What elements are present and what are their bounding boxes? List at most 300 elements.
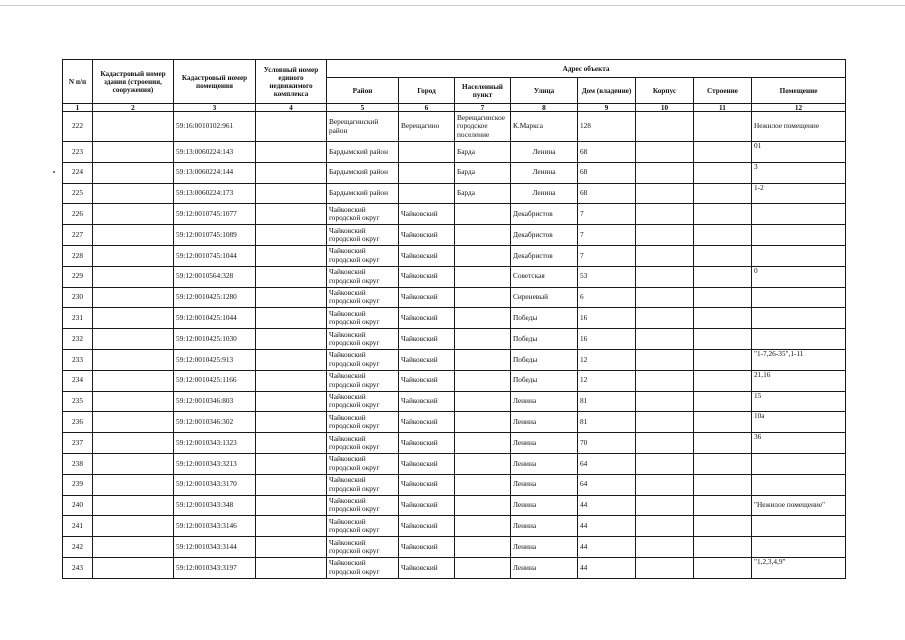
- cell-row-number: 243: [63, 557, 93, 578]
- cell-district: Чайковский городской округ: [327, 537, 399, 558]
- cell-cadastral-building: [93, 474, 174, 495]
- cell-street: Ленина: [511, 162, 578, 183]
- cell-district: Чайковский городской округ: [327, 204, 399, 225]
- cell-street: Сиреневый: [511, 287, 578, 308]
- cell-house: 7: [578, 204, 636, 225]
- cell-street: Ленина: [511, 142, 578, 163]
- table-row: [63, 370, 846, 391]
- cell-cadastral-building: [93, 412, 174, 433]
- cell-house: 44: [578, 557, 636, 578]
- cell-street: Победы: [511, 308, 578, 329]
- cell-cadastral-building: [93, 183, 174, 204]
- cell-cadastral-building: [93, 266, 174, 287]
- cell-row-number: 241: [63, 516, 93, 537]
- cell-room: Нежилое помещение: [752, 112, 846, 142]
- cell-city: Чайковский: [399, 204, 455, 225]
- cell-street: Ленина: [511, 557, 578, 578]
- column-number: 3: [174, 104, 256, 112]
- cell-building: [694, 453, 752, 474]
- cell-city: Чайковский: [399, 287, 455, 308]
- cell-city: Чайковский: [399, 474, 455, 495]
- column-number: 1: [63, 104, 93, 112]
- cell-room: "1,2,3,4,9": [752, 557, 846, 578]
- table-row: [63, 329, 846, 350]
- cell-korpus: [636, 287, 694, 308]
- cell-district: Верещагинский район: [327, 112, 399, 142]
- cell-korpus: [636, 245, 694, 266]
- cell-cadastral-room: 59:12:0010745:1044: [174, 245, 256, 266]
- cell-cadastral-room: 59:12:0010346:803: [174, 391, 256, 412]
- cell-conditional-number: [256, 370, 327, 391]
- cell-korpus: [636, 204, 694, 225]
- cell-korpus: [636, 474, 694, 495]
- cell-district: Чайковский городской округ: [327, 349, 399, 370]
- table-row: [63, 474, 846, 495]
- cell-korpus: [636, 516, 694, 537]
- cell-conditional-number: [256, 162, 327, 183]
- cell-cadastral-building: [93, 433, 174, 454]
- header-street: Улица: [511, 78, 578, 104]
- cell-building: [694, 474, 752, 495]
- table-row: [63, 245, 846, 266]
- cell-settlement: [455, 266, 511, 287]
- cell-room: 0: [752, 266, 846, 287]
- cell-row-number: 222: [63, 112, 93, 142]
- cell-room: [752, 453, 846, 474]
- cell-korpus: [636, 412, 694, 433]
- cell-room: [752, 225, 846, 246]
- cell-street: Победы: [511, 349, 578, 370]
- cell-building: [694, 183, 752, 204]
- cell-row-number: 242: [63, 537, 93, 558]
- cell-city: Чайковский: [399, 412, 455, 433]
- cell-cadastral-room: 59:12:0010745:1089: [174, 225, 256, 246]
- cell-cadastral-room: 59:12:0010564:328: [174, 266, 256, 287]
- table-row: [63, 204, 846, 225]
- cell-district: Чайковский городской округ: [327, 557, 399, 578]
- cell-settlement: [455, 516, 511, 537]
- cell-row-number: 240: [63, 495, 93, 516]
- cell-district: Бардымский район: [327, 183, 399, 204]
- cell-city: Чайковский: [399, 349, 455, 370]
- cell-cadastral-room: 59:12:0010343:348: [174, 495, 256, 516]
- header-cad-room: Кадастровый номер помещения: [174, 60, 256, 104]
- cell-street: Ленина: [511, 453, 578, 474]
- cell-cadastral-room: 59:16:0010102:961: [174, 112, 256, 142]
- cell-cadastral-room: 59:12:0010425:1044: [174, 308, 256, 329]
- header-room: Помещение: [752, 78, 846, 104]
- cell-conditional-number: [256, 204, 327, 225]
- cell-district: Чайковский городской округ: [327, 474, 399, 495]
- cell-cadastral-room: 59:12:0010346:302: [174, 412, 256, 433]
- cell-settlement: Верещагинское городское поселение: [455, 112, 511, 142]
- cell-house: 7: [578, 245, 636, 266]
- cell-row-number: 232: [63, 329, 93, 350]
- cell-street: Декабристов: [511, 225, 578, 246]
- cell-korpus: [636, 537, 694, 558]
- table-body: [63, 112, 846, 579]
- cell-district: Чайковский городской округ: [327, 308, 399, 329]
- cell-room: 1-2: [752, 183, 846, 204]
- property-register-table: [62, 59, 846, 579]
- cell-cadastral-room: 59:13:0060224:173: [174, 183, 256, 204]
- cell-settlement: [455, 308, 511, 329]
- cell-room: [752, 204, 846, 225]
- column-number: 12: [752, 104, 846, 112]
- cell-room: [752, 537, 846, 558]
- cell-cadastral-room: 59:12:0010425:1280: [174, 287, 256, 308]
- cell-row-number: 225: [63, 183, 93, 204]
- cell-house: 44: [578, 516, 636, 537]
- cell-city: Чайковский: [399, 370, 455, 391]
- cell-building: [694, 391, 752, 412]
- cell-cadastral-building: [93, 557, 174, 578]
- table-row: [63, 287, 846, 308]
- cell-conditional-number: [256, 537, 327, 558]
- cell-cadastral-room: 59:12:0010343:3213: [174, 453, 256, 474]
- cell-room: 3: [752, 162, 846, 183]
- cell-district: Чайковский городской округ: [327, 391, 399, 412]
- cell-building: [694, 225, 752, 246]
- table-row: [63, 557, 846, 578]
- cell-korpus: [636, 112, 694, 142]
- cell-settlement: [455, 370, 511, 391]
- cell-building: [694, 142, 752, 163]
- cell-row-number: 238: [63, 453, 93, 474]
- cell-house: 16: [578, 329, 636, 350]
- cell-row-number: 230: [63, 287, 93, 308]
- cell-settlement: Барда: [455, 162, 511, 183]
- cell-korpus: [636, 349, 694, 370]
- cell-street: Ленина: [511, 516, 578, 537]
- cell-row-number: 239: [63, 474, 93, 495]
- cell-city: Чайковский: [399, 557, 455, 578]
- cell-city: Чайковский: [399, 453, 455, 474]
- cell-building: [694, 433, 752, 454]
- cell-building: [694, 516, 752, 537]
- cell-settlement: [455, 245, 511, 266]
- cell-cadastral-room: 59:12:0010425:913: [174, 349, 256, 370]
- cell-korpus: [636, 453, 694, 474]
- table-row: [63, 225, 846, 246]
- cell-row-number: 234: [63, 370, 93, 391]
- header-address: Адрес объекта: [327, 60, 846, 78]
- cell-row-number: 228: [63, 245, 93, 266]
- table-row: [63, 453, 846, 474]
- cell-conditional-number: [256, 308, 327, 329]
- cell-street: Ленина: [511, 474, 578, 495]
- cell-korpus: [636, 142, 694, 163]
- cell-cadastral-building: [93, 204, 174, 225]
- table-row: [63, 349, 846, 370]
- cell-district: Чайковский городской округ: [327, 433, 399, 454]
- cell-house: 64: [578, 453, 636, 474]
- cell-conditional-number: [256, 453, 327, 474]
- cell-cadastral-building: [93, 225, 174, 246]
- cell-street: К.Маркса: [511, 112, 578, 142]
- cell-street: Победы: [511, 329, 578, 350]
- column-number-row: [63, 104, 846, 112]
- cell-house: 12: [578, 370, 636, 391]
- cell-room: [752, 308, 846, 329]
- column-number: 11: [694, 104, 752, 112]
- header-district: Район: [327, 78, 399, 104]
- cell-city: [399, 162, 455, 183]
- cell-room: [752, 516, 846, 537]
- cell-row-number: 235: [63, 391, 93, 412]
- cell-room: 15: [752, 391, 846, 412]
- cell-street: Ленина: [511, 412, 578, 433]
- cell-house: 44: [578, 495, 636, 516]
- cell-district: Чайковский городской округ: [327, 516, 399, 537]
- cell-row-number: 231: [63, 308, 93, 329]
- cell-building: [694, 537, 752, 558]
- cell-room: 21,16: [752, 370, 846, 391]
- cell-city: Чайковский: [399, 516, 455, 537]
- cell-house: 64: [578, 474, 636, 495]
- cell-city: Чайковский: [399, 537, 455, 558]
- cell-street: Ленина: [511, 537, 578, 558]
- cell-district: Чайковский городской округ: [327, 287, 399, 308]
- column-number: 4: [256, 104, 327, 112]
- cell-district: Чайковский городской округ: [327, 245, 399, 266]
- cell-house: 81: [578, 412, 636, 433]
- cell-street: Советская: [511, 266, 578, 287]
- cell-conditional-number: [256, 112, 327, 142]
- cell-city: Верещагино: [399, 112, 455, 142]
- header-city: Город: [399, 78, 455, 104]
- cell-conditional-number: [256, 349, 327, 370]
- table-row: [63, 495, 846, 516]
- cell-settlement: [455, 453, 511, 474]
- cell-korpus: [636, 557, 694, 578]
- table-row: [63, 433, 846, 454]
- cell-district: Чайковский городской округ: [327, 329, 399, 350]
- cell-district: Бардымский район: [327, 142, 399, 163]
- cell-street: Декабристов: [511, 245, 578, 266]
- cell-conditional-number: [256, 557, 327, 578]
- cell-building: [694, 287, 752, 308]
- page-top-line: [0, 5, 905, 6]
- cell-conditional-number: [256, 225, 327, 246]
- cell-settlement: [455, 287, 511, 308]
- cell-row-number: 223: [63, 142, 93, 163]
- cell-cadastral-building: [93, 162, 174, 183]
- cell-row-number: 236: [63, 412, 93, 433]
- column-number: 9: [578, 104, 636, 112]
- cell-street: Ленина: [511, 183, 578, 204]
- cell-house: 70: [578, 433, 636, 454]
- cell-city: Чайковский: [399, 495, 455, 516]
- cell-cadastral-room: 59:12:0010343:3146: [174, 516, 256, 537]
- cell-room: [752, 245, 846, 266]
- cell-building: [694, 495, 752, 516]
- cell-cadastral-building: [93, 308, 174, 329]
- cell-room: [752, 474, 846, 495]
- cell-korpus: [636, 391, 694, 412]
- cell-room: "1-7,26-35",1-11: [752, 349, 846, 370]
- cell-cadastral-building: [93, 142, 174, 163]
- cell-district: Чайковский городской округ: [327, 266, 399, 287]
- cell-cadastral-room: 59:12:0010343:3197: [174, 557, 256, 578]
- cell-cadastral-building: [93, 287, 174, 308]
- cell-settlement: [455, 391, 511, 412]
- cell-cadastral-room: 59:12:0010425:1166: [174, 370, 256, 391]
- cell-settlement: [455, 474, 511, 495]
- cell-building: [694, 329, 752, 350]
- cell-room: 01: [752, 142, 846, 163]
- cell-street: Ленина: [511, 495, 578, 516]
- cell-conditional-number: [256, 433, 327, 454]
- cell-conditional-number: [256, 142, 327, 163]
- cell-district: Бардымский район: [327, 162, 399, 183]
- cell-room: "Нежилое помещение": [752, 495, 846, 516]
- cell-building: [694, 245, 752, 266]
- cell-settlement: [455, 349, 511, 370]
- cell-building: [694, 557, 752, 578]
- cell-building: [694, 266, 752, 287]
- cell-korpus: [636, 183, 694, 204]
- cell-building: [694, 162, 752, 183]
- cell-room: [752, 287, 846, 308]
- cell-conditional-number: [256, 245, 327, 266]
- cell-row-number: 226: [63, 204, 93, 225]
- cell-settlement: [455, 495, 511, 516]
- cell-district: Чайковский городской округ: [327, 495, 399, 516]
- cell-city: [399, 142, 455, 163]
- cell-cadastral-building: [93, 349, 174, 370]
- column-number: 7: [455, 104, 511, 112]
- cell-house: 16: [578, 308, 636, 329]
- cell-settlement: [455, 225, 511, 246]
- cell-cadastral-building: [93, 391, 174, 412]
- cell-cadastral-building: [93, 370, 174, 391]
- cell-room: [752, 329, 846, 350]
- cell-settlement: Барда: [455, 142, 511, 163]
- cell-building: [694, 204, 752, 225]
- header-korpus: Корпус: [636, 78, 694, 104]
- table-row: [63, 162, 846, 183]
- cell-cadastral-room: 59:12:0010745:1077: [174, 204, 256, 225]
- header-n: N п/п: [63, 60, 93, 104]
- cell-house: 53: [578, 266, 636, 287]
- table-row: [63, 308, 846, 329]
- cell-cadastral-room: 59:12:0010343:3144: [174, 537, 256, 558]
- cell-building: [694, 349, 752, 370]
- cell-cadastral-building: [93, 453, 174, 474]
- column-number: 2: [93, 104, 174, 112]
- table-row: [63, 266, 846, 287]
- table-row: [63, 391, 846, 412]
- cell-house: 7: [578, 225, 636, 246]
- cell-cadastral-building: [93, 495, 174, 516]
- cell-korpus: [636, 433, 694, 454]
- header-cad-building: Кадастровый номер здания (строения, сооружения): [93, 60, 174, 104]
- cell-district: Чайковский городской округ: [327, 453, 399, 474]
- cell-korpus: [636, 266, 694, 287]
- header-settlement: Населенный пункт: [455, 78, 511, 104]
- cell-building: [694, 370, 752, 391]
- table-row: [63, 516, 846, 537]
- table-row: [63, 412, 846, 433]
- cell-settlement: [455, 204, 511, 225]
- cell-korpus: [636, 329, 694, 350]
- cell-house: 81: [578, 391, 636, 412]
- cell-cadastral-building: [93, 245, 174, 266]
- cell-korpus: [636, 308, 694, 329]
- cell-settlement: Барда: [455, 183, 511, 204]
- cell-settlement: [455, 537, 511, 558]
- cell-conditional-number: [256, 474, 327, 495]
- cell-conditional-number: [256, 266, 327, 287]
- cell-city: Чайковский: [399, 245, 455, 266]
- scan-speck: [53, 171, 55, 173]
- cell-cadastral-room: 59:12:0010343:3170: [174, 474, 256, 495]
- cell-cadastral-building: [93, 329, 174, 350]
- cell-room: 10а: [752, 412, 846, 433]
- cell-conditional-number: [256, 183, 327, 204]
- cell-street: Победы: [511, 370, 578, 391]
- cell-conditional-number: [256, 412, 327, 433]
- cell-cadastral-room: 59:13:0060224:143: [174, 142, 256, 163]
- column-number: 8: [511, 104, 578, 112]
- cell-conditional-number: [256, 391, 327, 412]
- cell-house: 44: [578, 537, 636, 558]
- cell-conditional-number: [256, 287, 327, 308]
- cell-conditional-number: [256, 495, 327, 516]
- cell-city: Чайковский: [399, 225, 455, 246]
- cell-korpus: [636, 370, 694, 391]
- cell-city: Чайковский: [399, 308, 455, 329]
- cell-city: Чайковский: [399, 433, 455, 454]
- cell-cadastral-room: 59:12:0010343:1323: [174, 433, 256, 454]
- cell-conditional-number: [256, 516, 327, 537]
- cell-street: Ленина: [511, 391, 578, 412]
- cell-building: [694, 308, 752, 329]
- header-building: Строение: [694, 78, 752, 104]
- cell-district: Чайковский городской округ: [327, 225, 399, 246]
- cell-city: [399, 183, 455, 204]
- cell-korpus: [636, 162, 694, 183]
- column-number: 6: [399, 104, 455, 112]
- cell-row-number: 233: [63, 349, 93, 370]
- cell-room: 36: [752, 433, 846, 454]
- cell-house: 68: [578, 183, 636, 204]
- cell-cadastral-room: 59:13:0060224:144: [174, 162, 256, 183]
- cell-building: [694, 112, 752, 142]
- cell-district: Чайковский городской округ: [327, 412, 399, 433]
- cell-row-number: 224: [63, 162, 93, 183]
- cell-conditional-number: [256, 329, 327, 350]
- table-row: [63, 112, 846, 142]
- cell-cadastral-building: [93, 112, 174, 142]
- cell-row-number: 229: [63, 266, 93, 287]
- cell-house: 68: [578, 142, 636, 163]
- cell-row-number: 227: [63, 225, 93, 246]
- table-row: [63, 142, 846, 163]
- column-number: 5: [327, 104, 399, 112]
- cell-settlement: [455, 433, 511, 454]
- cell-row-number: 237: [63, 433, 93, 454]
- cell-house: 128: [578, 112, 636, 142]
- cell-cadastral-room: 59:12:0010425:1030: [174, 329, 256, 350]
- cell-house: 12: [578, 349, 636, 370]
- cell-street: Ленина: [511, 433, 578, 454]
- column-number: 10: [636, 104, 694, 112]
- cell-korpus: [636, 225, 694, 246]
- cell-cadastral-building: [93, 537, 174, 558]
- table-row: [63, 183, 846, 204]
